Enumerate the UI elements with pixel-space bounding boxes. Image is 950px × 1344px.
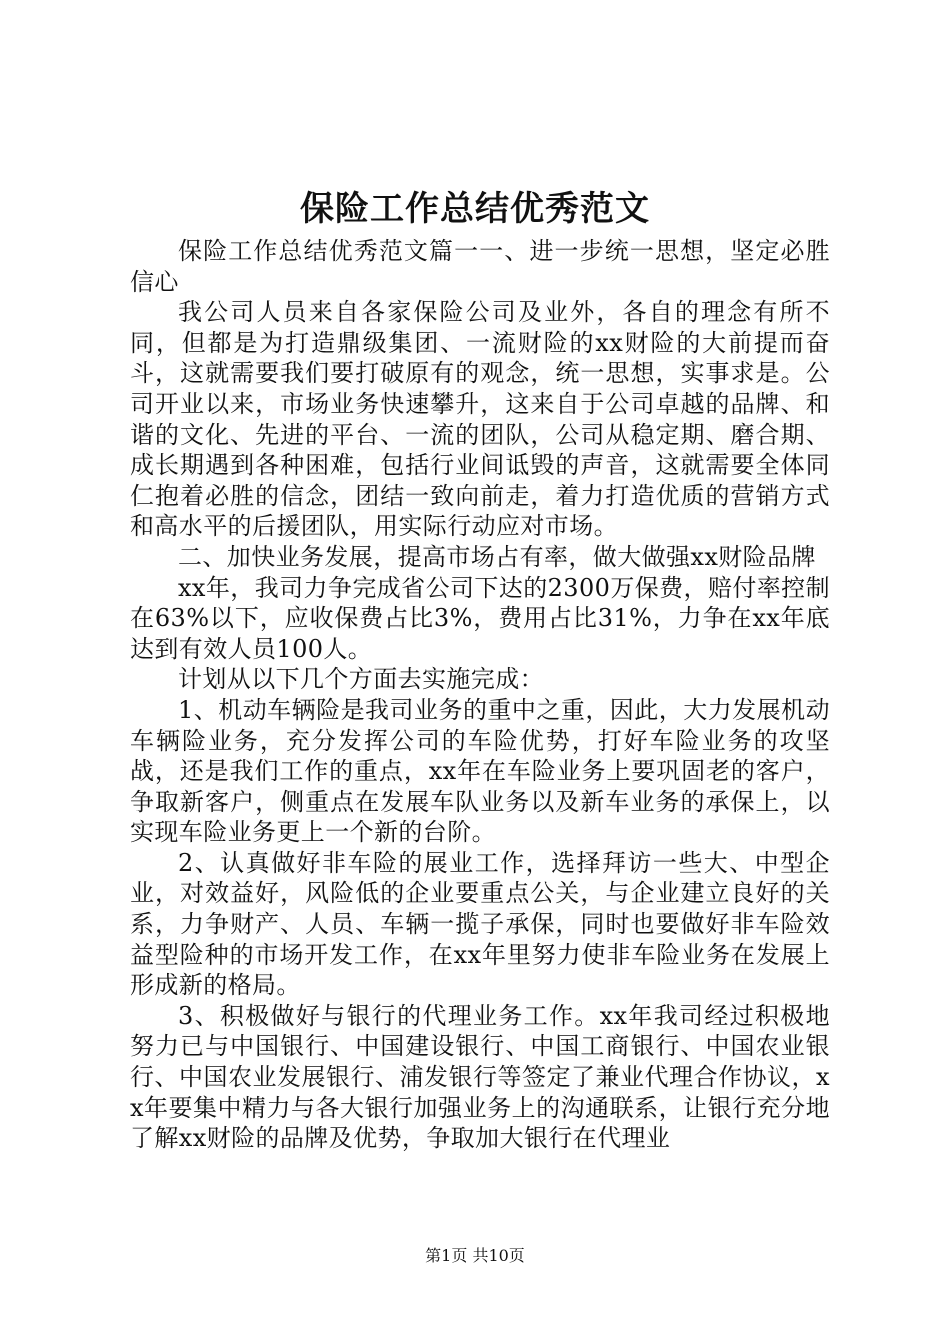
paragraph-company-background: 我公司人员来自各家保险公司及业外，各自的理念有所不同，但都是为打造鼎级集团、一流财险的xx财险的大前提而奋斗，这就需要我们要打破原有的观念，统一思想，实事求是。公司开业以来，市场业务快速攀升，这来自于公司卓越的品牌、和谐的文化、先进的平台、一流的团队，公司从稳定期、磨合期、成长期遇到各种困难，包括行业间诋毁的声音，这就需要全体同仁抱着必胜的信念，团结一致向前走，着力打造优质的营销方式和高水平的后援团队，用实际行动应对市场。 bbox=[130, 298, 830, 541]
document-title: 保险工作总结优秀范文 bbox=[300, 189, 650, 229]
page-footer: 第1页 共10页 bbox=[425, 1246, 525, 1265]
paragraph-item-2-non-vehicle: 2、认真做好非车险的展业工作，选择拜访一些大、中型企业，对效益好，风险低的企业要重点公关，与企业建立良好的关系，力争财产、人员、车辆一揽子承保，同时也要做好非车险效益型险种的市场开发工作，在xx年里努力使非车险业务在发展上形成新的格局。 bbox=[130, 848, 830, 1000]
document-body bbox=[130, 236, 830, 1154]
paragraph-section-two-heading: 二、加快业务发展，提高市场占有率，做大做强xx财险品牌 bbox=[178, 542, 816, 571]
paragraph-intro: 保险工作总结优秀范文篇一一、进一步统一思想，坚定必胜信心 bbox=[130, 237, 830, 296]
paragraph-plan-intro: 计划从以下几个方面去实施完成： bbox=[178, 665, 544, 694]
paragraph-annual-targets: xx年，我司力争完成省公司下达的2300万保费，赔付率控制在63%以下，应收保费占比3%，费用占比31%，力争在xx年底达到有效人员100人。 bbox=[130, 573, 830, 663]
paragraph-item-3-bank-agency: 3、积极做好与银行的代理业务工作。xx年我司经过积极地努力已与中国银行、中国建设银行、中国工商银行、中国农业银行、中国农业发展银行、浦发银行等签定了兼业代理合作协议，xx年要集中精力与各大银行加强业务上的沟通联系，让银行充分地了解xx财险的品牌及优势，争取加大银行在代理业 bbox=[130, 1001, 830, 1153]
paragraph-item-1-vehicle-insurance: 1、机动车辆险是我司业务的重中之重，因此，大力发展机动车辆险业务，充分发挥公司的车险优势，打好车险业务的攻坚战，还是我们工作的重点，xx年在车险业务上要巩固老的客户，争取新客户，侧重点在发展车队业务以及新车业务的承保上，以实现车险业务更上一个新的台阶。 bbox=[130, 695, 830, 847]
